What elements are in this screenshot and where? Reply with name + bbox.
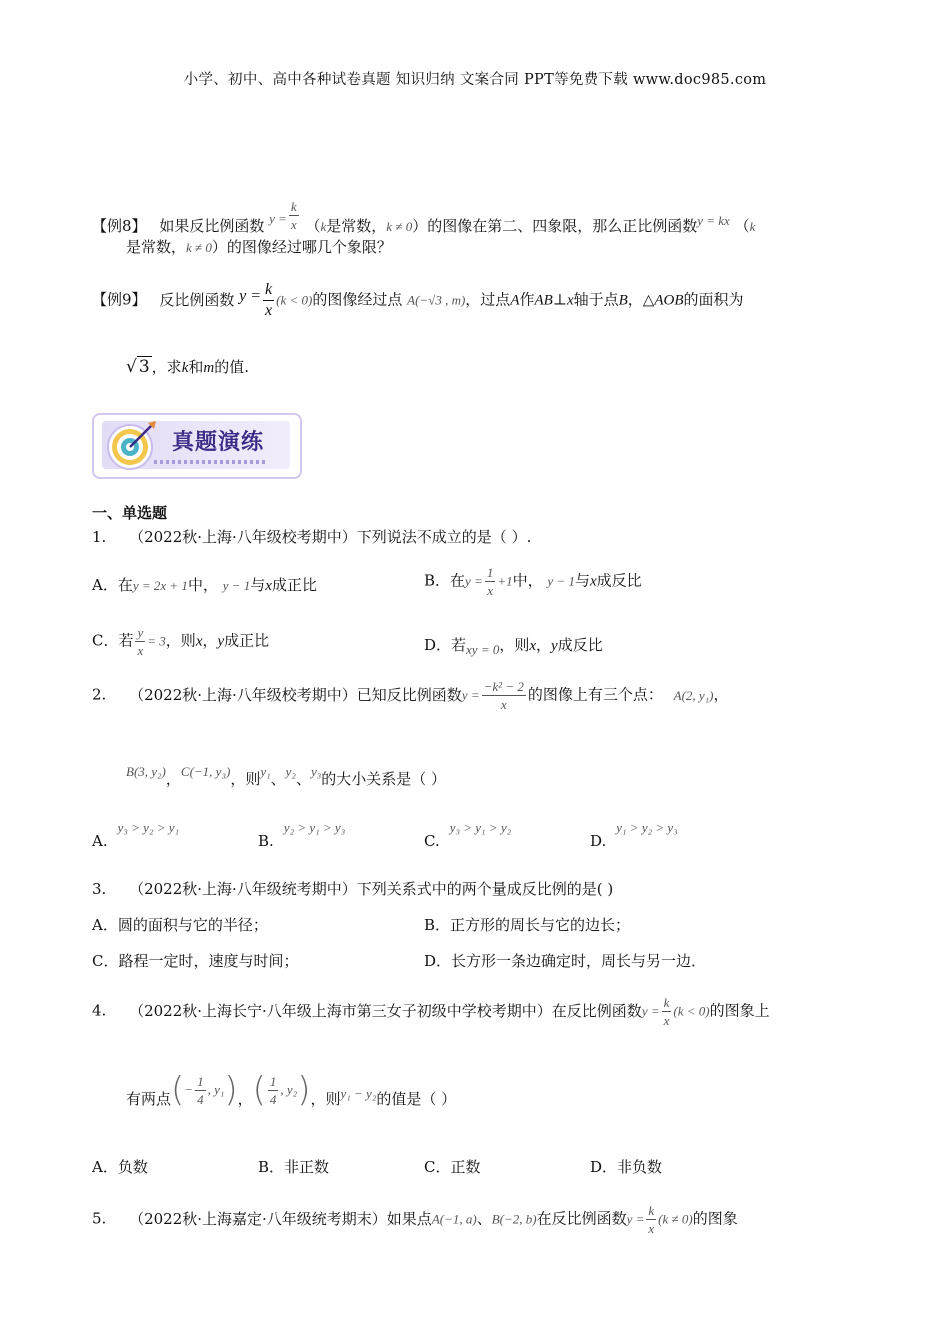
example-8-tag: 【例8】 <box>92 217 147 235</box>
question-5-stem: 5. （2022秋·上海嘉定·八年级统考期末）如果点A(−1, a)、B(−2, b)在反比例函数y = $\frac{k}{x}$ (k ≠ 0)的图象 <box>92 1203 738 1236</box>
question-4-line-2: 有两点(− $\frac{1}{4}$ , y₁)，( $\frac{1}{4}$ , y₂)，则y₁ − y₂的值是（ ） <box>126 1070 457 1110</box>
section-title: 一、单选题 <box>92 504 168 522</box>
question-2-option-b: B.y₂ > y₁ > y₃ <box>258 820 346 850</box>
question-number: 1. <box>92 528 107 546</box>
question-4-stem: 4. （2022秋·上海长宁·八年级上海市第三女子初级中学校考期中）在反比例函数y = $\frac{k}{x}$ (k < 0)的图象上 <box>92 995 770 1028</box>
question-2-option-c: C.y₃ > y₁ > y₂ <box>424 820 512 850</box>
example-9-tag: 【例9】 <box>92 290 147 309</box>
example-8-line-2: 是常数，k ≠ 0）的图像经过哪几个象限？ <box>126 238 392 256</box>
formula-y-k-over-x: y = <box>269 211 287 226</box>
target-icon <box>104 419 160 471</box>
question-2-stem: 2. （2022秋·上海·八年级校考期中）已知反比例函数y = $\frac{\text{−k² − 2}}{x}$ 的图像上有三个点： A(2, y₁)， <box>92 679 729 712</box>
question-1-stem: 1. （2022秋·上海·八年级校考期中）下列说法不成立的是（ ）. <box>92 528 532 546</box>
question-1-option-a: A．在y = 2x + 1中， y − 1与x成正比 <box>92 576 317 594</box>
question-3-option-d: D．长方形一条边确定时，周长与另一边． <box>424 952 707 970</box>
question-3-option-a: A．圆的面积与它的半径； <box>92 916 268 934</box>
question-4-option-d: D．非负数 <box>590 1158 663 1176</box>
question-3-option-b: B．正方形的周长与它的边长； <box>424 916 631 934</box>
question-1-option-b: B．在y = $\frac{1}{x}$ +1中， y − 1与x成反比 <box>424 565 642 598</box>
banner-title: 真题演练 <box>172 430 265 455</box>
question-1-option-d: D．若xy = 0，则x，y成反比 <box>424 636 603 657</box>
question-2-line-2: B(3, y₂)，C(−1, y₃)，则y₁、y₂、y₃的大小关系是（ ） <box>126 764 447 788</box>
example-8-line-1: 【例8】 如果反比例函数 y = $\frac{k}{x}$ （k是常数，k ≠ 0）的图像在第二、四象限，那么正比例函数y = kx （k <box>92 199 756 235</box>
example-9-line-1: 【例9】 反比例函数 y = $\frac{k}{x}$ (k < 0)的图像经过点 A(−√3 , m)，过点A作AB⊥x轴于点B，△AOB的面积为 <box>92 281 744 319</box>
question-2-option-a: A.y₃ > y₂ > y₁ <box>92 820 180 850</box>
question-4-option-c: C．正数 <box>424 1158 481 1176</box>
question-2-option-d: D.y₁ > y₂ > y₃ <box>590 820 678 850</box>
question-3-stem: 3. （2022秋·上海·八年级统考期中）下列关系式中的两个量成反比例的是( ) <box>92 880 614 898</box>
page-header: 小学、初中、高中各种试卷真题 知识归纳 文案合同 PPT等免费下载 www.doc985.com <box>183 72 767 88</box>
question-4-option-a: A．负数 <box>92 1158 148 1176</box>
example-9-line-2: √ 3 ，求k和m的值. <box>126 357 249 377</box>
question-3-option-c: C．路程一定时，速度与时间； <box>92 952 299 970</box>
question-4-option-b: B．非正数 <box>258 1158 330 1176</box>
section-banner <box>92 413 302 479</box>
question-1-option-c: C．若 $\frac{y}{x}$ = 3，则x，y成正比 <box>92 625 270 658</box>
